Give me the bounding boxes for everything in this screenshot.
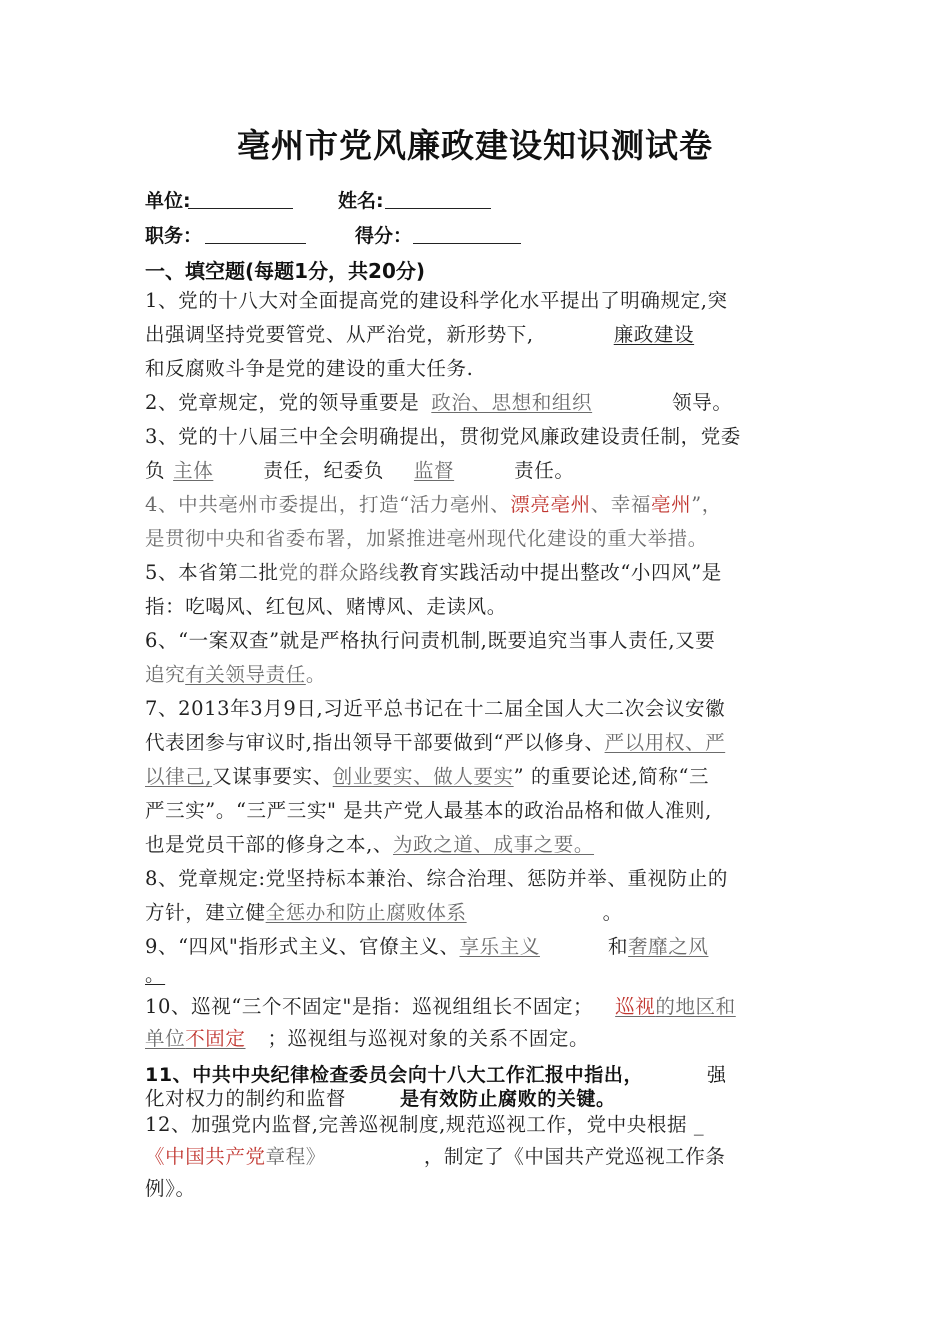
q7-text-a: 代表团参与审议时,指出领导干部要做到“严以修身、 — [145, 731, 605, 754]
q5-text-b: 教育实践活动中提出整改“小四风”是 — [399, 561, 722, 584]
q12-text-b: ，制定了《中国共产党巡视工作条 — [423, 1145, 726, 1168]
q6-text-a: 追究 — [145, 663, 186, 686]
q4-red1: 漂亮亳州 — [510, 493, 591, 516]
name-label: 姓名: — [338, 190, 384, 212]
q9-text-b: 和 — [607, 935, 629, 958]
q10-text-b: ；巡视组与巡视对象的关系不固定。 — [267, 1027, 590, 1050]
q9-period: 。 — [145, 963, 166, 986]
q3-line1: 3、党的十八届三中全会明确提出，贯彻党风廉政建设责任制，党委 — [145, 425, 741, 448]
q11-text-d: 是有效防止腐败的关键。 — [400, 1088, 616, 1110]
q4-red2: 亳州 — [651, 493, 692, 516]
q5-text-a: 5、本省第二批 — [145, 561, 279, 584]
page-title: 亳州市党风廉政建设知识测试卷 — [237, 126, 713, 165]
q8-text-b: 。 — [602, 901, 623, 924]
q1-text: 出强调坚持党要管党、从严治党，新形势下, — [145, 323, 534, 346]
q7-line4: 严三实”。“三严三实" 是共产党人最基本的政治品格和做人准则, — [145, 799, 712, 822]
q11-blank2 — [346, 1087, 386, 1110]
q2-answer: 政治、思想和组织 — [431, 391, 593, 414]
q2-text: 2、党章规定，党的领导重要是 — [145, 391, 420, 414]
q1-answer: 廉政建设 — [613, 323, 695, 346]
q11-blank — [643, 1064, 707, 1086]
q10-line1 — [145, 994, 736, 1020]
unit-label: 单位: — [145, 190, 191, 212]
q12-red: 《中国共产党 — [145, 1145, 266, 1168]
q7-text-c: ” 的重要论述,简称“三 — [513, 765, 710, 788]
q8-line1: 8、党章规定:党坚持标本兼治、综合治理、惩防并举、重视防止的 — [145, 867, 728, 890]
q7-answer1: 严以用权、严 — [604, 731, 726, 754]
score-blank[interactable] — [413, 243, 521, 244]
q7-line3 — [145, 764, 709, 790]
q6-answer: 有关领导责任 — [185, 663, 306, 686]
q11-text-b: 强 — [707, 1064, 727, 1086]
q3-line2 — [145, 458, 574, 484]
q6-line1: 6、“一案双查”就是严格执行问责机制,既要追究当事人责任,又要 — [145, 629, 716, 652]
q1-line3: 和反腐败斗争是党的建设的重大任务. — [145, 357, 474, 380]
position-blank[interactable] — [205, 243, 306, 244]
q4-text-a: 4、中共亳州市委提出，打造“活力亳州、 — [145, 493, 511, 516]
q7-answer2: 创业要实、做人要实 — [332, 765, 514, 788]
name-blank[interactable] — [385, 208, 491, 209]
q4-text-c: ”， — [691, 493, 722, 516]
q7-text-b: 又谋事要实、 — [212, 765, 333, 788]
q7-line2 — [145, 730, 725, 756]
q7-line1: 7、2013年3月9日,习近平总书记在十二届全国人大二次会议安徽 — [145, 697, 726, 720]
q11-text-c: 化对权力的制约和监督 — [145, 1087, 347, 1110]
q5-line1 — [145, 560, 722, 586]
q3-text-b: 责任，纪委负 — [263, 459, 384, 482]
q3-text-a: 负 — [145, 459, 166, 482]
q3-text-c: 责任。 — [514, 459, 575, 482]
q7-text-d: 也是党员干部的修身之本,、 — [145, 833, 393, 856]
q12-grey: 章程》 — [265, 1145, 326, 1168]
q2-text-end: 领导。 — [672, 391, 733, 414]
q6-text-b: 。 — [305, 663, 326, 686]
q12-line1: 12、加强党内监督,完善巡视制度,规范巡视工作，党中央根据 _ — [145, 1113, 705, 1136]
q1-line2 — [145, 322, 740, 348]
q9-line1 — [145, 934, 742, 960]
q12-line2 — [145, 1144, 725, 1170]
q8-text-a: 方针，建立健 — [145, 901, 266, 924]
q8-answer: 全惩办和防止腐败体系 — [265, 901, 467, 924]
q8-line2 — [145, 900, 623, 926]
q12-blank — [326, 1145, 410, 1168]
q11-line2 — [145, 1086, 616, 1112]
q10-answer: 巡视的地区和 — [615, 995, 736, 1018]
q7-answer1-cont: 以律己, — [145, 765, 213, 788]
q4-line2: 是贯彻中央和省委布署，加紧推进亳州现代化建设的重大举措。 — [145, 527, 708, 550]
q1-line1: 1、党的十八大对全面提高党的建设科学化水平提出了明确规定,突 — [145, 289, 728, 312]
q12-line3: 例》。 — [145, 1177, 196, 1200]
q6-line2 — [145, 662, 326, 688]
q9-text-a: 9、“四风"指形式主义、官僚主义、 — [145, 935, 460, 958]
position-label: 职务： — [145, 225, 203, 247]
q4-text-b: 、幸福 — [590, 493, 651, 516]
q3-answer2: 监督 — [413, 459, 455, 482]
q7-answer3: 为政之道、成事之要。 — [393, 833, 595, 856]
unit-blank[interactable] — [188, 208, 293, 209]
q5-line2: 指：吃喝风、红包风、赌博风、走读风。 — [145, 595, 507, 618]
q11-text-a: 11、中共中央纪律检查委员会向十八大工作汇报中指出， — [145, 1064, 644, 1086]
q7-line5 — [145, 832, 594, 858]
q5-grey: 党的群众路线 — [278, 561, 400, 584]
q4-line1 — [145, 492, 722, 518]
section-heading: 一、填空题(每题1分，共20分) — [145, 259, 426, 283]
q10-answer-cont: 单位不固定 — [145, 1027, 246, 1050]
q3-answer1: 主体 — [173, 459, 214, 482]
q10-text-a: 10、巡视“三个不固定"是指：巡视组组长不固定； — [145, 995, 594, 1018]
q9-answer1: 享乐主义 — [459, 935, 540, 958]
score-label: 得分： — [355, 225, 413, 247]
q9-line2 — [145, 962, 165, 988]
q9-answer2: 奢靡之风 — [628, 935, 709, 958]
q10-line2 — [145, 1026, 589, 1052]
q11-line1 — [145, 1062, 727, 1088]
q2-line — [145, 390, 732, 416]
